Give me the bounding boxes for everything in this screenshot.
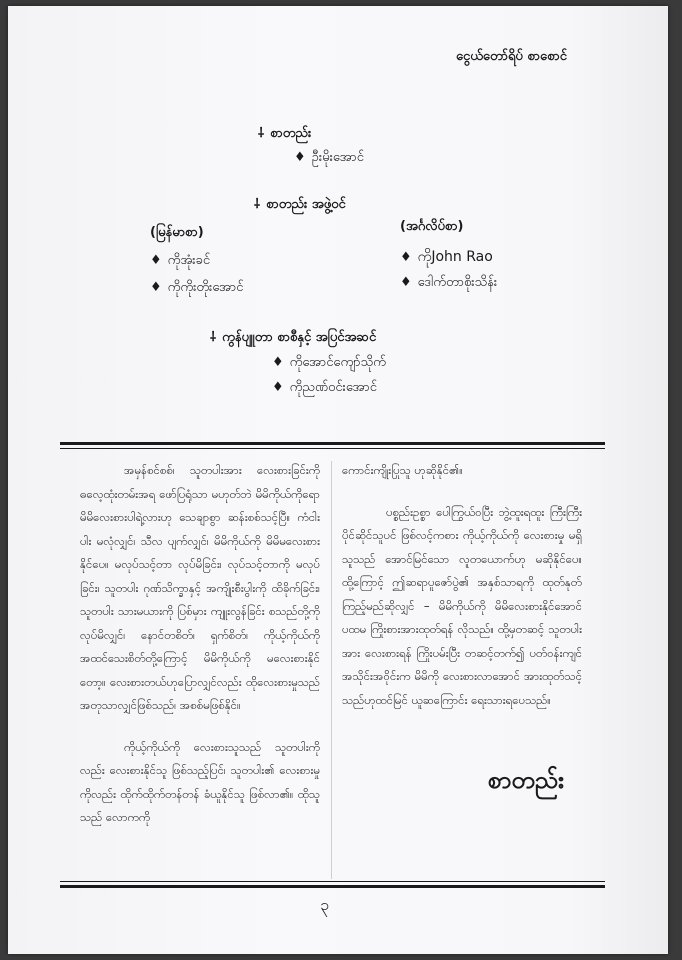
diamond-bullet-icon: ♦	[294, 150, 306, 165]
writer-heading	[258, 123, 311, 144]
layout-name: ကိုညဏ်ဝင်းအောင်	[289, 380, 377, 395]
top-rule-thick	[60, 442, 605, 445]
article-paragraph: ကိုယ့်ကိုယ်ကို လေးစားသူသည် သူတပါးကိုလည်း လေးစားနိုင်သူ ဖြစ်သည့်ပြင်၊ သူတပါး၏ လေးစားမှုကိုလည်း ထိုက်ထိုက်တန်တန် ခံယူနိုင်သူ ဖြစ်လာ၏။ ထိုသူသည် လောကကို	[80, 739, 320, 824]
running-header: ငွေယ်တော်ရိပ် စာစောင်	[456, 49, 567, 64]
layout-name-item	[272, 354, 386, 373]
diamond-bullet-icon: ♦	[272, 355, 284, 370]
english-editor-item	[400, 247, 493, 268]
article-paragraph: ကောင်းကျိုးပြုသူ ဟုဆိုနိုင်၏။	[342, 463, 463, 477]
diamond-bullet-icon: ♦	[400, 250, 412, 265]
bottom-rule-thick	[60, 885, 605, 888]
myanmar-editor-name: ကိုကိုးတိုးအောင်	[167, 280, 244, 295]
layout-name-item	[272, 379, 377, 398]
layout-heading	[210, 327, 376, 348]
editorial-board-heading	[254, 194, 346, 215]
layout-name: ကိုအောင်ကျော်သိုက်	[289, 355, 386, 370]
english-section-label: (အင်္ဂလိပ်စာ)	[400, 219, 464, 234]
column-divider	[331, 461, 332, 879]
editor-signature: စာတည်း	[488, 766, 565, 794]
article-paragraph: အမှန်စင်စစ်၊ သူတပါးအား လေးစားခြင်းကို ဓလေ့ထုံးတမ်းအရ ဖော်ပြရုံသာ မဟုတ်ဘဲ မိမိကိုယ်ကိုရော မိမိလေးစားပါရဲ့လားဟု သေချာစွာ ဆန်းစစ်သင့်ပြီ။ ကံငါးပါး မလုံလျှင်၊ သီလ ပျက်လျှင်၊ မိမိကိုယ်ကို မိမိမလေးစားနိုင်ပေ။ မလုပ်သင့်တာ လုပ်မိခြင်း၊ လုပ်သင့်တာကို မလုပ်ခြင်း၊ သူတပါး ဂုဏ်သိက္ခာနှင့် အကျိုးစီးပွါးကို ထိခိုက်ခြင်း၊ သူတပါး သားမယားကို ပြစ်မှား ကျူးလွန်ခြင်း စသည်တို့ကို လုပ်မိလျှင်၊ နောင်တစိတ်၊ ရှက်စိတ်၊ ကိုယ့်ကိုယ်ကို အထင်သေးစိတ်တို့ကြောင့် မိမိကိုယ်ကို မလေးစားနိုင်တော့။ လေးစားတယ်ဟုပြောလျှင်လည်း ထိုလေးစားမှုသည် အတုသာလျှင်ဖြစ်သည်၊ အစစ်မဖြစ်နိုင်။	[80, 463, 320, 712]
editorial-board-role: စာတည်း အဖွဲ့ဝင်	[266, 197, 346, 212]
diamond-bullet-icon: ♦	[150, 280, 162, 295]
dagger-icon: ⸸	[210, 330, 217, 345]
dagger-icon: ⸸	[258, 126, 265, 141]
myanmar-section-label: (မြန်မာစာ)	[150, 225, 204, 240]
layout-role: ကွန်ပျူတာ စာစီနှင့် အပြင်အဆင်	[222, 330, 377, 345]
english-editor-name: ဒေါက်တာစိုးသိန်း	[417, 275, 498, 290]
article-right-column	[342, 459, 582, 730]
dagger-icon: ⸸	[254, 197, 261, 212]
diamond-bullet-icon: ♦	[150, 253, 162, 268]
page-number: ၃	[320, 895, 329, 914]
myanmar-editor-item	[150, 279, 243, 298]
myanmar-editor-item	[150, 252, 210, 271]
diamond-bullet-icon: ♦	[272, 380, 284, 395]
magazine-page	[8, 6, 668, 954]
top-rule-thin	[60, 448, 605, 449]
english-editor-name: ကိုJohn Rao	[417, 249, 493, 265]
article-paragraph: ပစ္စည်းဥစ္စာ ပေါကြွယ်ဝပြီး ဘွဲ့ထူးရထူး ကြီးကြီး ပိုင်ဆိုင်သူပင် ဖြစ်လင့်ကစား ကိုယ့်ကိုယ်ကို လေးစားမှု မရှိသူသည် အောင်မြင်သော လူတယောက်ဟု မဆိုနိုင်ပေ။ ထို့ကြောင့် ဤဆရာပူဇော်ပွဲ၏ အနှစ်သာရကို ထုတ်နုတ်ကြည့်မည်ဆိုလျှင် – မိမိကိုယ်ကို မိမိလေးစားနိုင်အောင် ပထမ ကြိုးစားအားထုတ်ရန် လိုသည်။ ထို့မှတဆင့် သူတပါးအား လေးစားရန် ကြိုးပမ်းပြီး တဆင့်တက်၍ ပတ်ဝန်းကျင် အသိုင်းအဝိုင်းက မိမိကို လေးစားလာအောင် အားထုတ်သင့်သည်ဟုထင်မြင် ယူဆကြောင်း ရေးသားရပေသည်။	[342, 504, 582, 707]
writer-name-item	[294, 149, 364, 168]
writer-role: စာတည်း	[270, 126, 312, 141]
myanmar-editor-name: ကိုအုံးခင်	[167, 253, 211, 268]
writer-name: ဦးမိုးအောင်	[311, 150, 364, 165]
bottom-rule-thin	[60, 881, 605, 882]
english-editor-item	[400, 274, 497, 293]
article-left-column	[80, 459, 320, 848]
diamond-bullet-icon: ♦	[400, 275, 412, 290]
